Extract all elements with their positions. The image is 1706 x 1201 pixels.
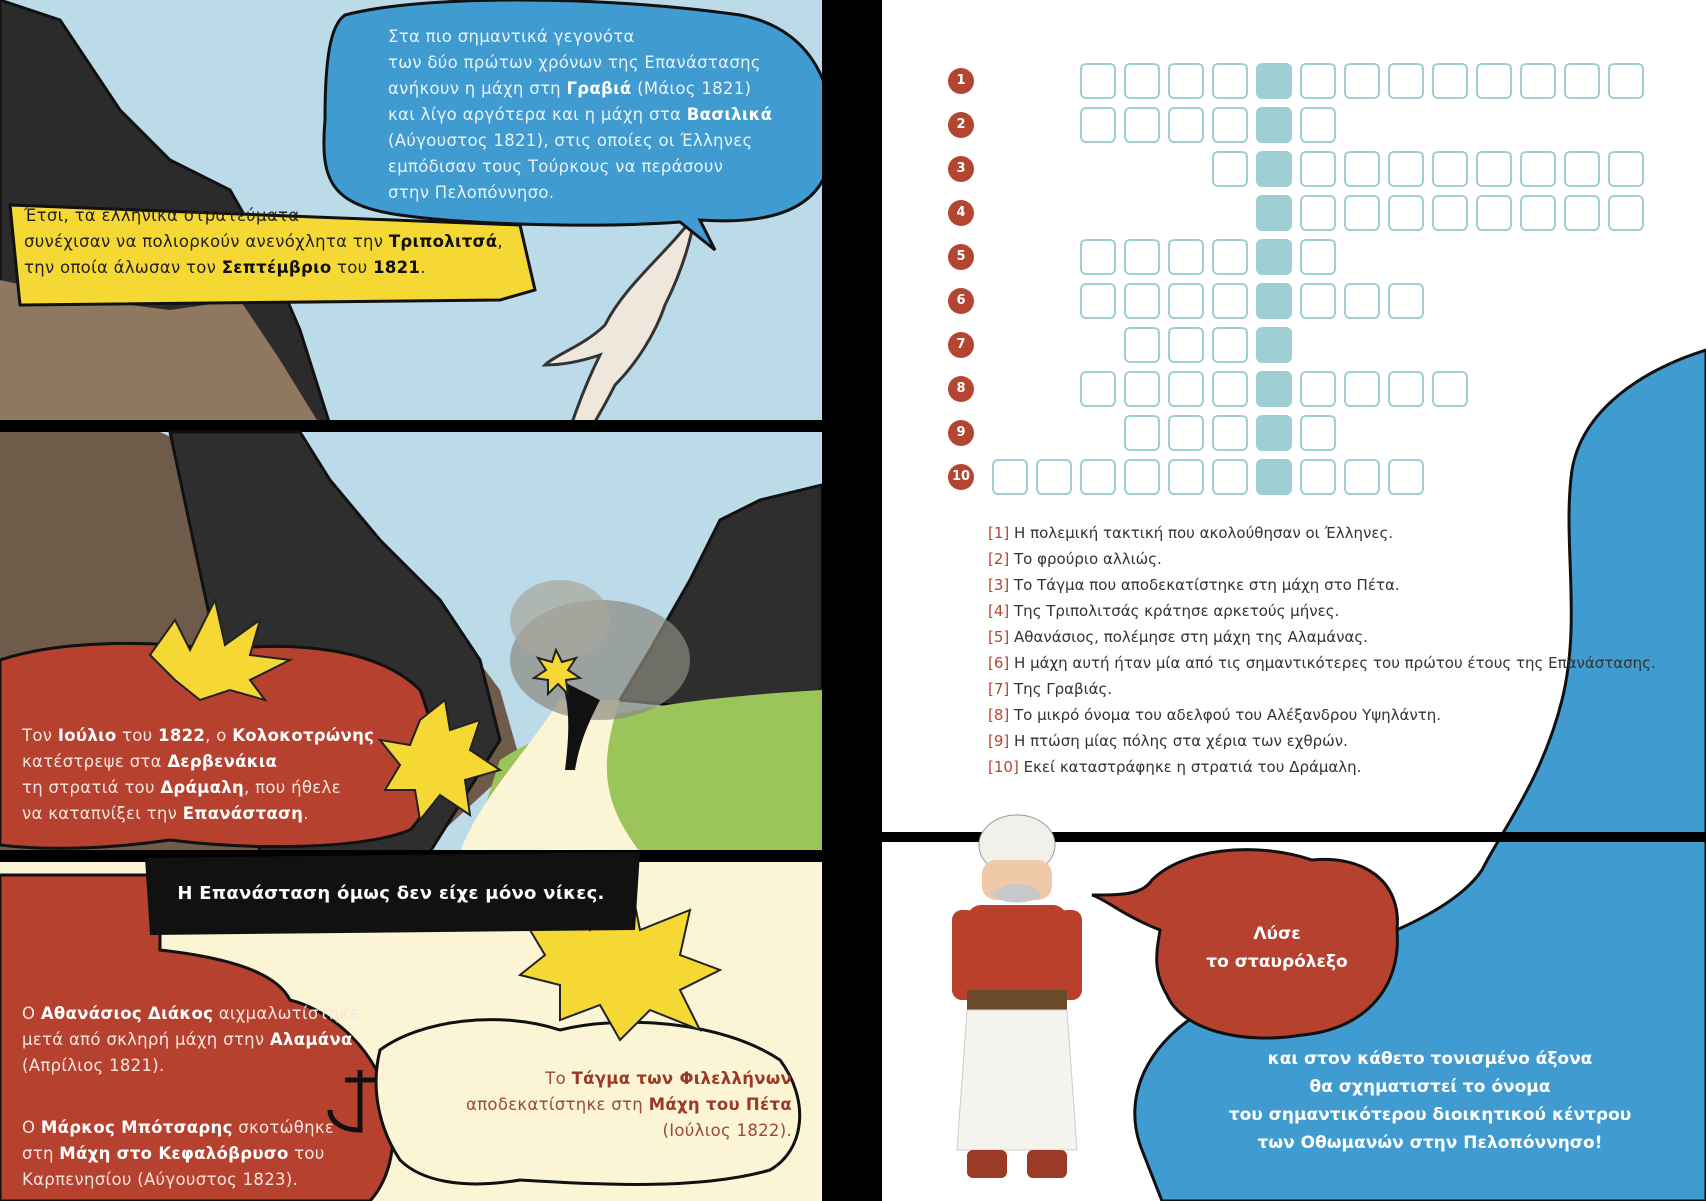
crossword-cell[interactable] bbox=[1520, 151, 1556, 187]
crossword-cell[interactable] bbox=[1388, 195, 1424, 231]
crossword-cell[interactable] bbox=[1300, 107, 1336, 143]
crossword-cell[interactable] bbox=[1124, 283, 1160, 319]
crossword-key-cell[interactable] bbox=[1256, 239, 1292, 275]
crossword-cell[interactable] bbox=[1124, 371, 1160, 407]
crossword-cell[interactable] bbox=[1212, 151, 1248, 187]
crossword-key-cell[interactable] bbox=[1256, 371, 1292, 407]
crossword-cell[interactable] bbox=[1300, 283, 1336, 319]
clue-item bbox=[988, 626, 1368, 648]
row-number-1: 1 bbox=[948, 68, 974, 94]
crossword-key-cell[interactable] bbox=[1256, 459, 1292, 495]
clue-text: Η πτώση μίας πόλης στα χέρια των εχθρών. bbox=[1009, 732, 1348, 750]
crossword-cell[interactable] bbox=[1388, 151, 1424, 187]
clue-item bbox=[988, 704, 1441, 726]
clue-number: [6] bbox=[988, 654, 1010, 672]
clue-number: [3] bbox=[988, 576, 1010, 594]
clue-number: [9] bbox=[988, 732, 1010, 750]
crossword-cell[interactable] bbox=[1344, 195, 1380, 231]
black-heading-text: Η Επανάσταση όμως δεν είχε μόνο νίκες. bbox=[177, 883, 605, 904]
crossword-cell[interactable] bbox=[1300, 415, 1336, 451]
clue-number: [8] bbox=[988, 706, 1010, 724]
crossword-cell[interactable] bbox=[1168, 371, 1204, 407]
crossword-cell[interactable] bbox=[1388, 63, 1424, 99]
crossword-key-cell[interactable] bbox=[1256, 151, 1292, 187]
crossword-cell[interactable] bbox=[1036, 459, 1072, 495]
crossword-cell[interactable] bbox=[1168, 459, 1204, 495]
crossword-cell[interactable] bbox=[1432, 371, 1468, 407]
crossword-cell[interactable] bbox=[1168, 415, 1204, 451]
clue-item bbox=[988, 652, 1656, 674]
clue-item bbox=[988, 678, 1112, 700]
crossword-cell[interactable] bbox=[1432, 151, 1468, 187]
crossword-cell[interactable] bbox=[1080, 63, 1116, 99]
crossword-cell[interactable] bbox=[1608, 151, 1644, 187]
crossword-cell[interactable] bbox=[1476, 195, 1512, 231]
crossword-cell[interactable] bbox=[1564, 195, 1600, 231]
crossword-cell[interactable] bbox=[1608, 195, 1644, 231]
left-comic-page bbox=[0, 0, 822, 1201]
crossword-cell[interactable] bbox=[1476, 151, 1512, 187]
clue-number: [10] bbox=[988, 758, 1019, 776]
clue-text: Της Γραβιάς. bbox=[1009, 680, 1113, 698]
crossword-cell[interactable] bbox=[1344, 63, 1380, 99]
crossword-cell[interactable] bbox=[1124, 459, 1160, 495]
clue-text: Το μικρό όνομα του αδελφού του Αλέξανδρου Υψηλάντη. bbox=[1009, 706, 1442, 724]
crossword-cell[interactable] bbox=[1388, 459, 1424, 495]
clue-text: Εκεί καταστράφηκε η στρατιά του Δράμαλη. bbox=[1018, 758, 1362, 776]
crossword-key-cell[interactable] bbox=[1256, 283, 1292, 319]
crossword-cell[interactable] bbox=[1300, 239, 1336, 275]
clue-text: Το Τάγμα που αποδεκατίστηκε στη μάχη στο Πέτα. bbox=[1009, 576, 1400, 594]
clue-item bbox=[988, 730, 1348, 752]
crossword-cell[interactable] bbox=[1124, 239, 1160, 275]
crossword-key-cell[interactable] bbox=[1256, 195, 1292, 231]
crossword-cell[interactable] bbox=[1080, 459, 1116, 495]
crossword-cell[interactable] bbox=[1520, 195, 1556, 231]
clue-text: Το φρούριο αλλιώς. bbox=[1009, 550, 1162, 568]
crossword-cell[interactable] bbox=[1124, 63, 1160, 99]
cream-bubble-text: Το Τάγμα των Φιλελλήνων αποδεκατίστηκε στη Μάχη του Πέτα (Ιούλιος 1822). bbox=[466, 1069, 792, 1140]
crossword-cell[interactable] bbox=[1124, 327, 1160, 363]
clue-item bbox=[988, 600, 1339, 622]
crossword-cell[interactable] bbox=[1168, 239, 1204, 275]
crossword-cell[interactable] bbox=[1124, 415, 1160, 451]
clue-number: [1] bbox=[988, 524, 1010, 542]
crossword-cell[interactable] bbox=[1168, 107, 1204, 143]
clue-text: Αθανάσιος, πολέμησε στη μάχη της Αλαμάνας. bbox=[1009, 628, 1368, 646]
crossword-cell[interactable] bbox=[1300, 195, 1336, 231]
crossword-key-cell[interactable] bbox=[1256, 107, 1292, 143]
crossword-cell[interactable] bbox=[1300, 459, 1336, 495]
crossword-cell[interactable] bbox=[1432, 63, 1468, 99]
crossword-cell[interactable] bbox=[1300, 63, 1336, 99]
crossword-cell[interactable] bbox=[1344, 459, 1380, 495]
crossword-cell[interactable] bbox=[1212, 371, 1248, 407]
crossword-cell[interactable] bbox=[1300, 371, 1336, 407]
crossword-cell[interactable] bbox=[1212, 107, 1248, 143]
crossword-cell[interactable] bbox=[1344, 283, 1380, 319]
clue-item bbox=[988, 574, 1400, 596]
crossword-cell[interactable] bbox=[1476, 63, 1512, 99]
clue-number: [2] bbox=[988, 550, 1010, 568]
clue-text: Η πολεμική τακτική που ακολούθησαν οι Έλληνες. bbox=[1009, 524, 1394, 542]
row-number-8: 8 bbox=[948, 376, 974, 402]
clue-item bbox=[988, 756, 1361, 778]
row-number-6: 6 bbox=[948, 288, 974, 314]
crossword-cell[interactable] bbox=[1212, 283, 1248, 319]
crossword-cell[interactable] bbox=[1212, 459, 1248, 495]
crossword-cell[interactable] bbox=[1168, 327, 1204, 363]
row-number-5: 5 bbox=[948, 244, 974, 270]
crossword-key-cell[interactable] bbox=[1256, 63, 1292, 99]
crossword-cell[interactable] bbox=[1212, 415, 1248, 451]
red-block-2-text: Ο Μάρκος Μπότσαρης σκοτώθηκε στη Μάχη στο Κεφαλόβρυσο του Καρπενησίου (Αύγουστος 1823). bbox=[22, 1118, 335, 1189]
clue-number: [4] bbox=[988, 602, 1010, 620]
crossword-cell[interactable] bbox=[1520, 63, 1556, 99]
solve-crossword-bubble-text: Λύσε το σταυρόλεξο bbox=[1206, 924, 1348, 972]
crossword-cell[interactable] bbox=[1564, 63, 1600, 99]
red-block-1-text: Ο Αθανάσιος Διάκος αιχμαλωτίστηκε μετά από σκληρή μάχη στην Αλαμάνα (Απρίλιος 1821). bbox=[22, 1004, 359, 1075]
clue-text: Της Τριπολιτσάς κράτησε αρκετούς μήνες. bbox=[1009, 602, 1340, 620]
clue-number: [7] bbox=[988, 680, 1010, 698]
crossword-cell[interactable] bbox=[1388, 371, 1424, 407]
row-number-2: 2 bbox=[948, 112, 974, 138]
clue-item bbox=[988, 522, 1393, 544]
row-number-10: 10 bbox=[948, 464, 974, 490]
blue-bubble-text: Στα πιο σημαντικά γεγονότα των δύο πρώτων χρόνων της Επανάστασης ανήκουν η μάχη στη Γραβιά (Μάιος 1821) και λίγο αργότερα και η μάχη στα Βασιλικά (Αύγουστος 1821), στις οποίες οι Έλληνες εμπόδισαν τους Τούρκους να περάσουν στην Πελοπόννησο. bbox=[388, 27, 773, 202]
clue-text: Η μάχη αυτή ήταν μία από τις σημαντικότερες του πρώτου έτους της Επανάστασης. bbox=[1009, 654, 1656, 672]
crossword-cell[interactable] bbox=[1212, 63, 1248, 99]
crossword-cell[interactable] bbox=[1080, 283, 1116, 319]
blue-instruction-text: και στον κάθετο τονισμένο άξονα θα σχηματιστεί το όνομα του σημαντικότερου διοικητικού κέντρου των Οθωμανών στην Πελοπόννησο! bbox=[1228, 1049, 1632, 1153]
page-gutter bbox=[822, 0, 882, 1201]
crossword-key-cell[interactable] bbox=[1256, 415, 1292, 451]
crossword-cell[interactable] bbox=[1300, 151, 1336, 187]
crossword-cell[interactable] bbox=[1080, 239, 1116, 275]
panel-divider-1 bbox=[0, 420, 822, 432]
row-number-4: 4 bbox=[948, 200, 974, 226]
crossword-cell[interactable] bbox=[1564, 151, 1600, 187]
row-number-3: 3 bbox=[948, 156, 974, 182]
playmobil-figure bbox=[952, 815, 1082, 1178]
crossword-cell[interactable] bbox=[1168, 283, 1204, 319]
crossword-cell[interactable] bbox=[992, 459, 1028, 495]
crossword-cell[interactable] bbox=[1344, 151, 1380, 187]
row-number-9: 9 bbox=[948, 420, 974, 446]
crossword-cell[interactable] bbox=[1388, 283, 1424, 319]
crossword-key-cell[interactable] bbox=[1256, 327, 1292, 363]
yellow-caption-text: Έτσι, τα ελληνικά στρατεύματα συνέχισαν να πολιορκούν ανενόχλητα την Τριπολιτσά, την οποία άλωσαν τον Σεπτέμβριο του 1821. bbox=[24, 206, 503, 277]
crossword-cell[interactable] bbox=[1608, 63, 1644, 99]
crossword-cell[interactable] bbox=[1212, 239, 1248, 275]
clue-item bbox=[988, 548, 1162, 570]
crossword-cell[interactable] bbox=[1080, 107, 1116, 143]
row-number-7: 7 bbox=[948, 332, 974, 358]
crossword-cell[interactable] bbox=[1344, 371, 1380, 407]
crossword-cell[interactable] bbox=[1080, 371, 1116, 407]
crossword-cell[interactable] bbox=[1168, 63, 1204, 99]
clue-number: [5] bbox=[988, 628, 1010, 646]
red-bubble-1-text: Τον Ιούλιο του 1822, ο Κολοκοτρώνης κατέστρεψε στα Δερβενάκια τη στρατιά του Δράμαλη, που ήθελε να καταπνίξει την Επανάσταση. bbox=[22, 726, 375, 823]
crossword-cell[interactable] bbox=[1212, 327, 1248, 363]
crossword-cell[interactable] bbox=[1124, 107, 1160, 143]
crossword-cell[interactable] bbox=[1432, 195, 1468, 231]
